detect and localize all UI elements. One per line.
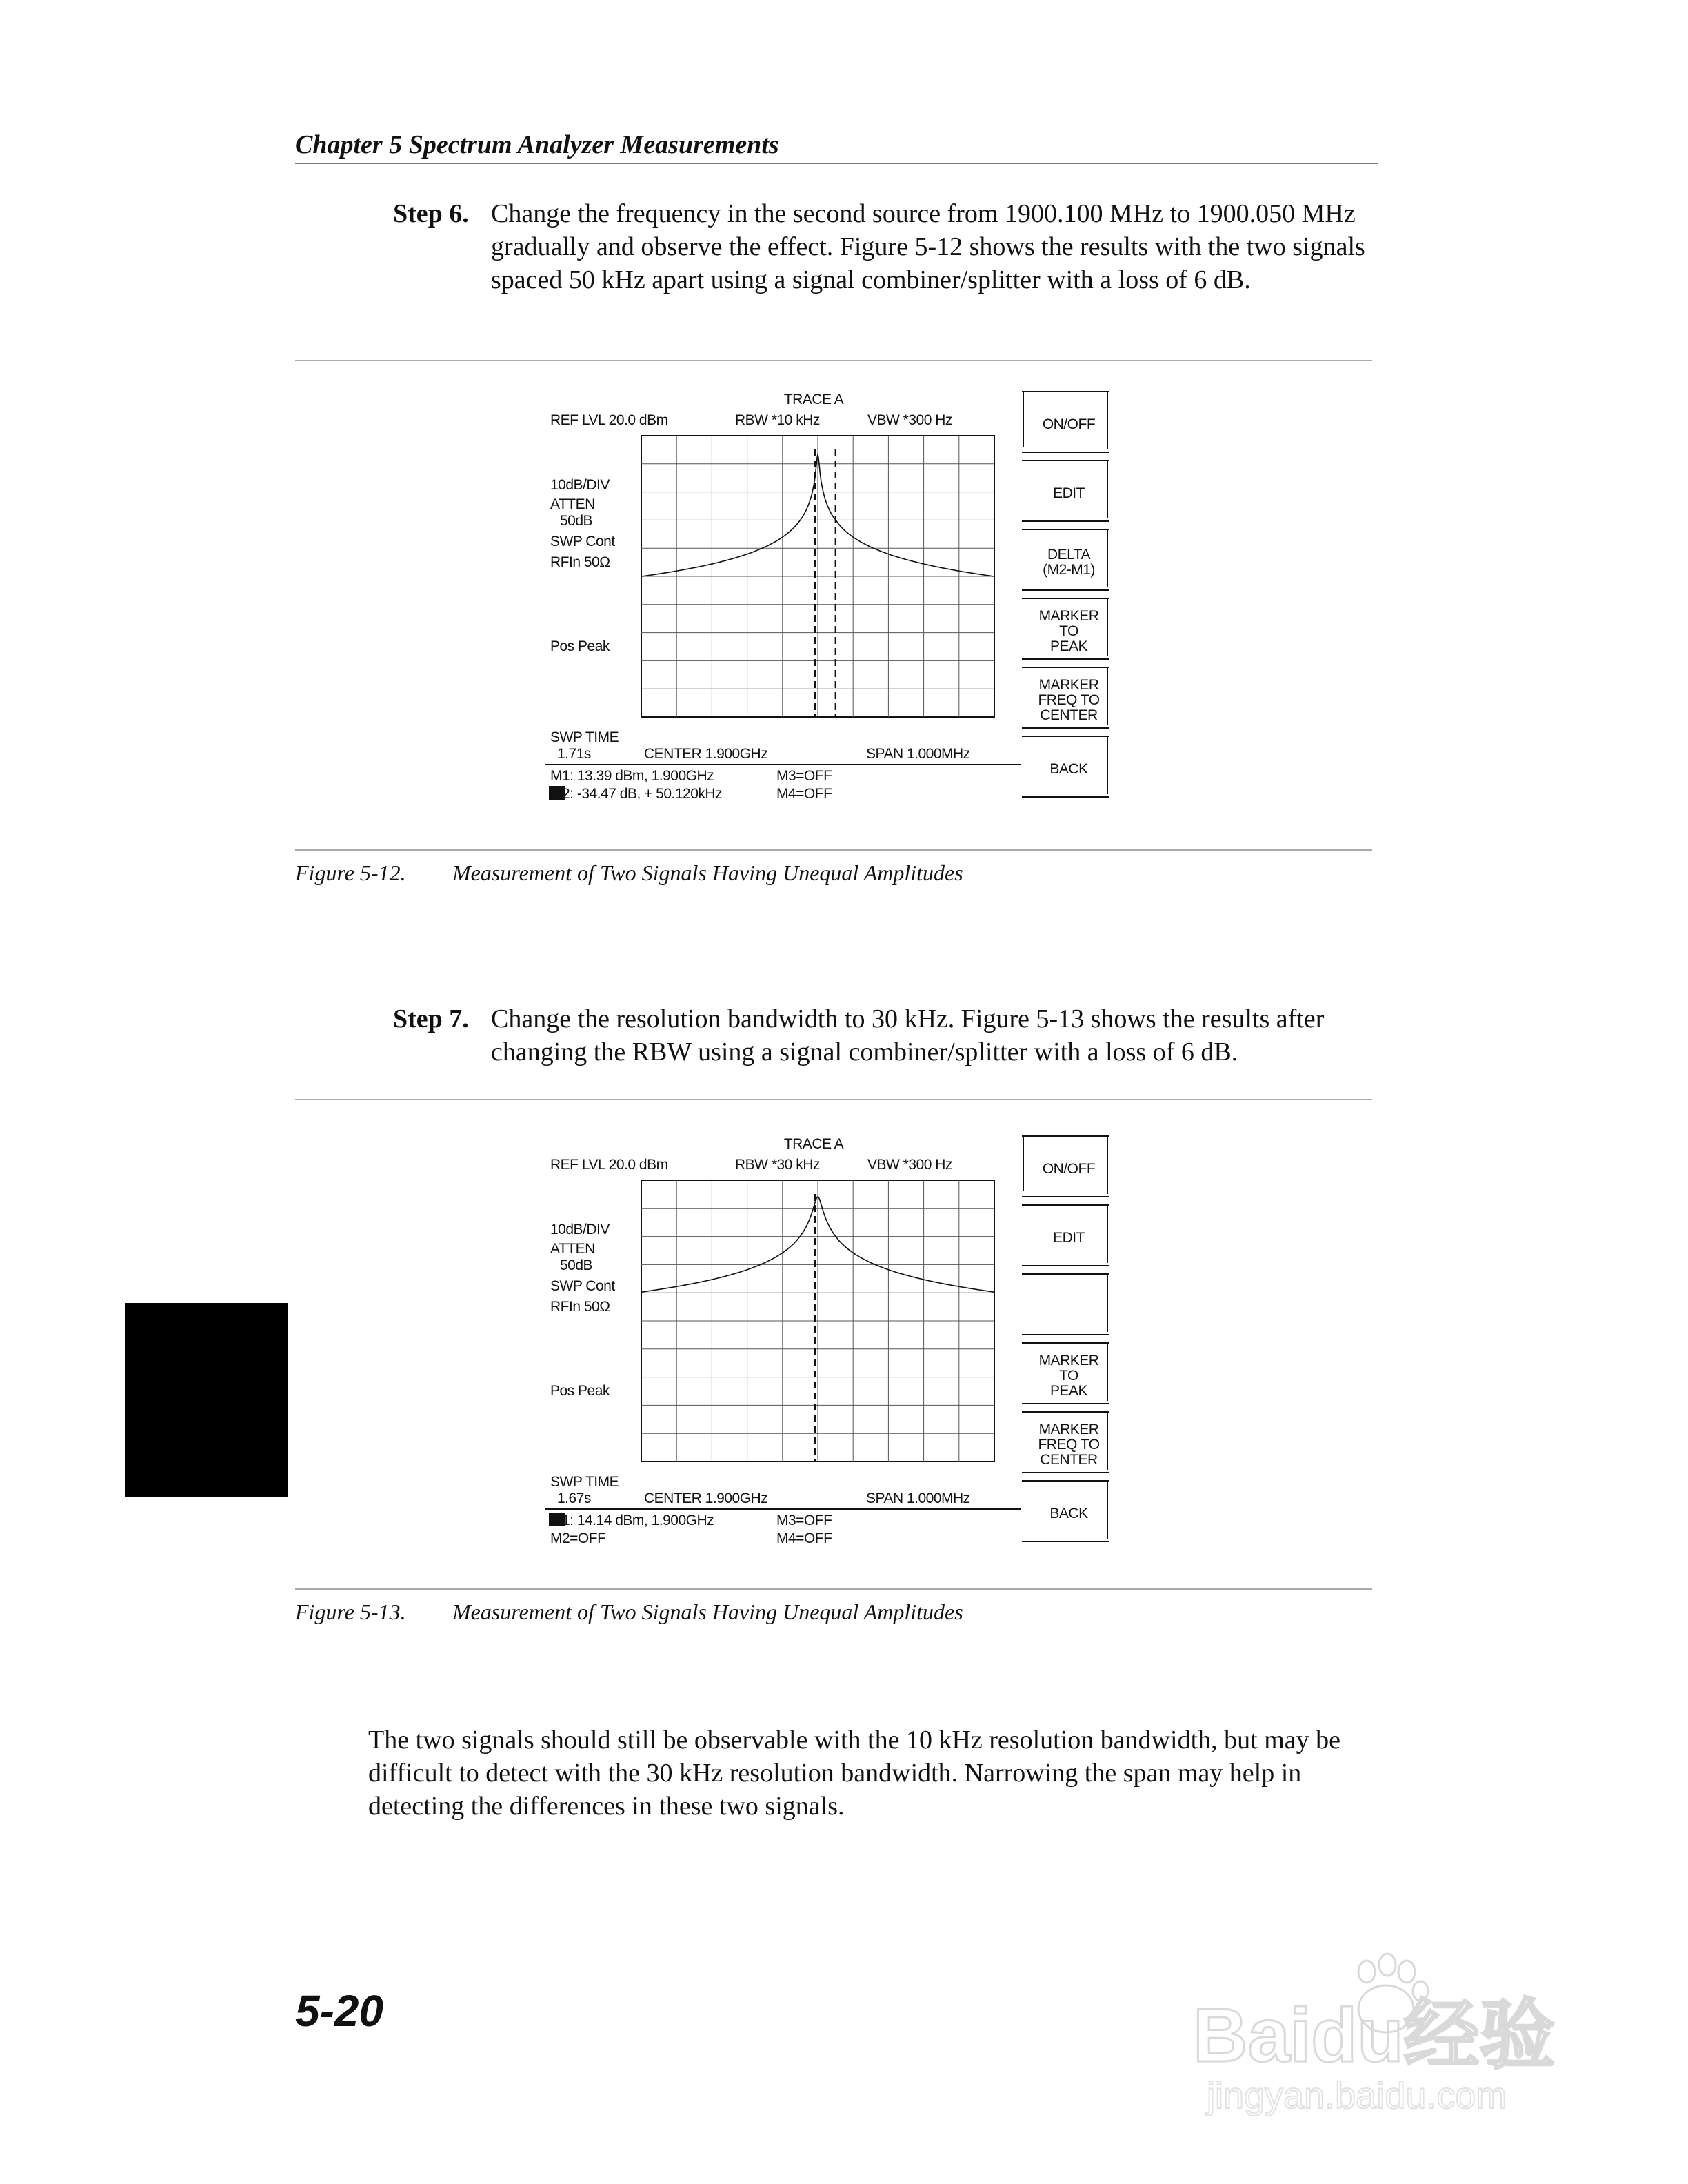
marker-readout: M3=OFF	[776, 1513, 832, 1528]
center-frequency: CENTER 1.900GHz	[644, 1490, 768, 1506]
softkey-label: TO	[1059, 623, 1078, 639]
setting-label: SWP Cont	[550, 1278, 615, 1294]
softkey[interactable]	[1022, 529, 1109, 590]
detector-mode: Pos Peak	[550, 638, 610, 654]
rbw-readout: RBW *10 kHz	[735, 412, 820, 428]
header-rule	[295, 163, 1378, 164]
softkey-label: CENTER	[1040, 707, 1098, 723]
softkey-label: PEAK	[1049, 638, 1088, 654]
sweep-time-value: 1.67s	[557, 1490, 591, 1506]
step-label: Step 7.	[393, 1004, 469, 1033]
softkey-label: MARKER	[1038, 677, 1099, 693]
setting-label: 10dB/DIV	[550, 1222, 610, 1237]
vbw-readout: VBW *300 Hz	[867, 1157, 952, 1173]
page-number: 5-20	[295, 1986, 384, 2036]
trace-label: TRACE A	[783, 1136, 844, 1152]
softkey-label: ON/OFF	[1042, 1161, 1096, 1177]
softkey[interactable]	[1022, 667, 1109, 728]
softkey-panel	[1022, 1136, 1109, 1541]
setting-label: RFIn 50Ω	[550, 554, 610, 570]
step-label: Step 6.	[393, 199, 469, 228]
figure-caption	[295, 860, 1329, 891]
setting-label: ATTEN	[550, 1241, 595, 1257]
softkey[interactable]	[1022, 1481, 1109, 1541]
setting-label: ATTEN	[550, 496, 595, 512]
softkey[interactable]	[1022, 1412, 1109, 1473]
marker-readout: M1: 14.14 dBm, 1.900GHz	[550, 1513, 714, 1528]
trace-label: TRACE A	[783, 392, 844, 407]
softkey-label: MARKER	[1038, 1422, 1099, 1437]
step-7	[393, 1002, 1386, 1078]
setting-label: 50dB	[560, 513, 593, 529]
marker-readout: M4=OFF	[776, 1530, 832, 1546]
chapter-header: Chapter 5 Spectrum Analyzer Measurements	[295, 130, 779, 159]
softkey[interactable]	[1022, 1136, 1109, 1197]
softkey[interactable]	[1022, 1205, 1109, 1266]
marker-readout: M2: -34.47 dB, + 50.120kHz	[550, 786, 723, 802]
softkey-label: DELTA	[1047, 547, 1091, 563]
vbw-readout: VBW *300 Hz	[867, 412, 952, 428]
figure-rule-bottom	[295, 1588, 1372, 1590]
figure-caption	[295, 1599, 1329, 1630]
step-text: Change the resolution bandwidth to 30 kHz. Figure 5-13 shows the results after changing the RBW using a signal combiner/splitter with a loss of 6 dB.	[491, 1004, 1325, 1066]
softkey-panel	[1022, 392, 1109, 797]
rbw-readout: RBW *30 kHz	[735, 1157, 820, 1173]
watermark-logo	[1186, 1951, 1572, 2116]
ref-level: REF LVL 20.0 dBm	[550, 1157, 668, 1173]
caption-number: Figure 5-13.	[295, 1599, 406, 1624]
sweep-time-label: SWP TIME	[550, 1474, 619, 1490]
softkey-label: EDIT	[1053, 485, 1085, 501]
spectrum-plot	[641, 436, 994, 717]
setting-label: SWP Cont	[550, 534, 615, 549]
body-paragraph: The two signals should still be observable with the 10 kHz resolution bandwidth, but may be difficult to detect with the 30 kHz resolution bandwidth. Narrowing the span may help in detecting the differences in these two signals.	[368, 1726, 1341, 1821]
figure-rule-top	[295, 360, 1372, 361]
ref-level: REF LVL 20.0 dBm	[550, 412, 668, 428]
step-6	[393, 197, 1386, 335]
softkey[interactable]	[1022, 1343, 1109, 1404]
softkey[interactable]	[1022, 1274, 1109, 1335]
softkey-label: PEAK	[1049, 1383, 1088, 1399]
watermark-url: jingyan.baidu.com	[1207, 2075, 1507, 2116]
softkey-label: MARKER	[1038, 608, 1099, 624]
softkey[interactable]	[1022, 392, 1109, 452]
marker-readout: M3=OFF	[776, 768, 832, 784]
caption-number: Figure 5-12.	[295, 860, 406, 885]
figure-rule-top	[295, 1099, 1372, 1100]
softkey-label: FREQ TO	[1038, 1437, 1100, 1453]
setting-label: RFIn 50Ω	[550, 1299, 610, 1315]
analyzer-screen	[524, 386, 1158, 813]
span-readout: SPAN 1.000MHz	[866, 746, 970, 762]
marker-readout: M4=OFF	[776, 786, 832, 802]
figure-5-12	[524, 386, 1158, 813]
softkey[interactable]	[1022, 598, 1109, 659]
sweep-time-value: 1.71s	[557, 746, 591, 762]
softkey-label: EDIT	[1053, 1230, 1085, 1246]
chapter-thumb-tab	[125, 1303, 288, 1497]
detector-mode: Pos Peak	[550, 1383, 610, 1399]
center-frequency: CENTER 1.900GHz	[644, 746, 768, 762]
caption-text: Measurement of Two Signals Having Unequal Amplitudes	[452, 860, 963, 885]
marker-readout: M2=OFF	[550, 1530, 606, 1546]
softkey-label: BACK	[1049, 1506, 1088, 1521]
watermark-brand: Baidu经验	[1193, 1993, 1556, 2078]
step-text: Change the frequency in the second source from 1900.100 MHz to 1900.050 MHz gradually and observe the effect. Figure 5-12 shows the results with the two signals spaced 50 kHz apart using a signal combiner/splitter with a loss of 6 dB.	[491, 199, 1365, 294]
caption-text: Measurement of Two Signals Having Unequal Amplitudes	[452, 1599, 963, 1624]
figure-rule-bottom	[295, 849, 1372, 851]
softkey-label: MARKER	[1038, 1353, 1099, 1368]
setting-label: 50dB	[560, 1257, 593, 1273]
softkey-label: (M2-M1)	[1043, 562, 1095, 578]
softkey-label: ON/OFF	[1042, 416, 1096, 432]
softkey-label: BACK	[1049, 761, 1088, 777]
watermark	[1186, 1951, 1572, 2116]
sweep-time-label: SWP TIME	[550, 729, 619, 745]
span-readout: SPAN 1.000MHz	[866, 1490, 970, 1506]
marker-readout: M1: 13.39 dBm, 1.900GHz	[550, 768, 714, 784]
softkey[interactable]	[1022, 461, 1109, 521]
spectrum-plot	[641, 1180, 994, 1462]
softkey[interactable]	[1022, 736, 1109, 797]
softkey-label: CENTER	[1040, 1452, 1098, 1468]
figure-5-13	[524, 1131, 1158, 1558]
softkey-label: FREQ TO	[1038, 692, 1100, 708]
analyzer-screen	[524, 1131, 1158, 1558]
softkey-label: TO	[1059, 1368, 1078, 1384]
setting-label: 10dB/DIV	[550, 477, 610, 493]
